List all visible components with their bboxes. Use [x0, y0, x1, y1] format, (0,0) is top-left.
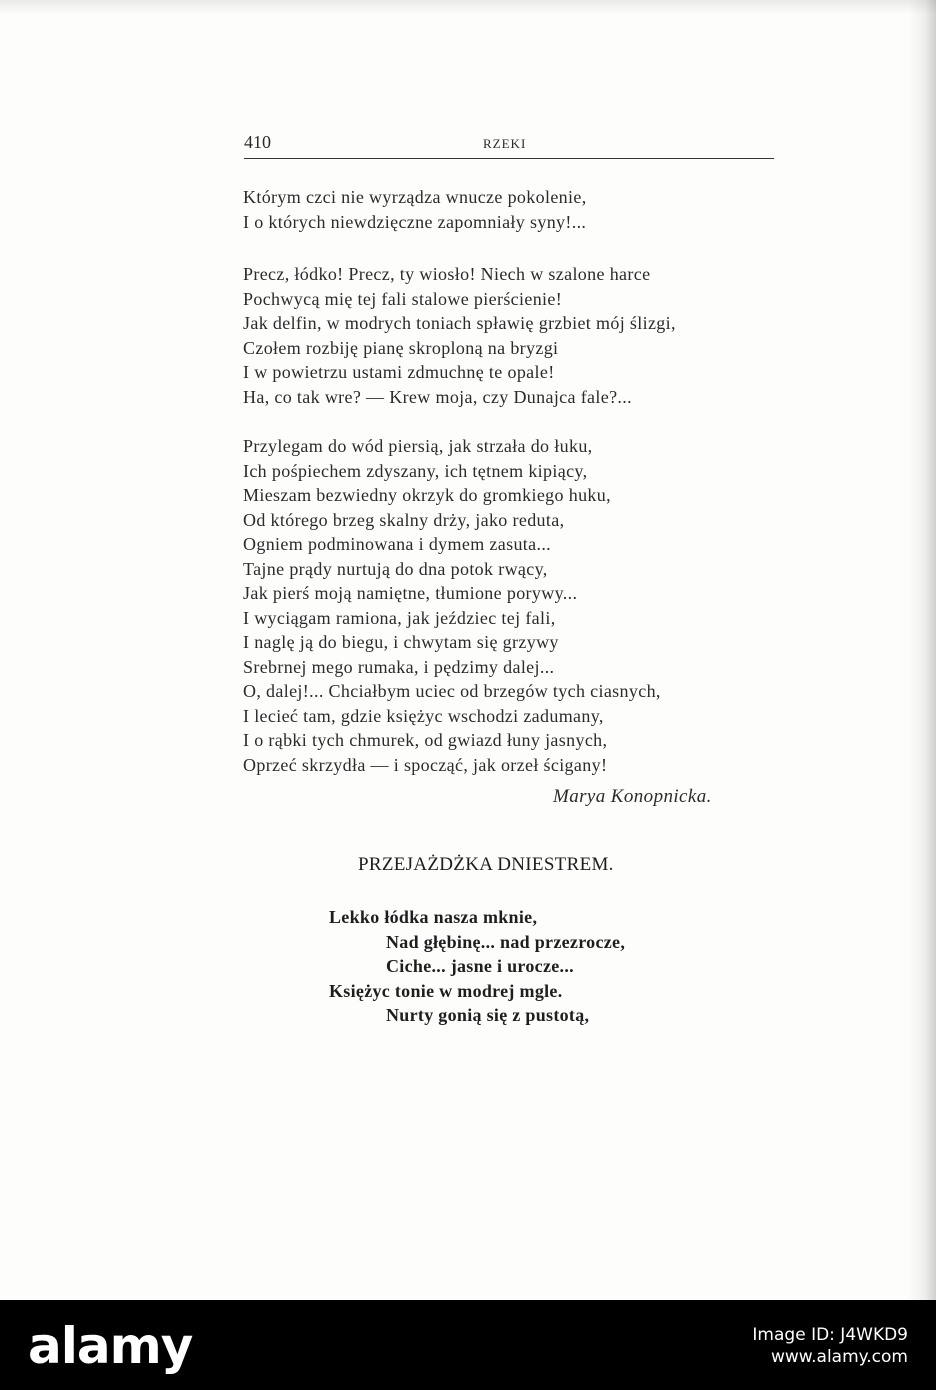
poem-line: Tajne prądy nurtują do dna potok rwący,: [243, 558, 548, 579]
poem-line: Precz, łódko! Precz, ty wiosło! Niech w szalone harce: [243, 264, 651, 284]
poem-line: O, dalej!... Chciałbym uciec od brzegów tych ciasnych,: [243, 681, 661, 701]
poem-line: Oprzeć skrzydła — i spocząć, jak orzeł ścigany!: [243, 754, 608, 775]
stanza-3: [243, 434, 783, 777]
poem-line: Mieszam bezwiedny okrzyk do gromkiego huku,: [243, 485, 611, 505]
author-signature: Marya Konopnicka.: [553, 786, 712, 807]
alamy-logo: alamy: [28, 1317, 193, 1375]
footer-info: [752, 1324, 908, 1368]
poem-line: Pochwycą mię tej fali stalowe pierścienie!: [243, 288, 563, 309]
poem-line: Ich pośpiechem zdyszany, ich tętnem kipiący,: [243, 460, 588, 481]
poem-line: Ogniem podminowana i dymem zasuta...: [243, 534, 552, 554]
section-title: PRZEJAŻDŻKA DNIESTREM.: [358, 854, 614, 875]
poem-line: Ciche... jasne i urocze...: [386, 956, 574, 976]
poem-line: Od którego brzeg skalny drży, jako reduta,: [243, 509, 565, 530]
poem-line: I wyciągam ramiona, jak jeździec tej fali,: [243, 607, 556, 628]
footer-url: www.alamy.com: [770, 1347, 908, 1367]
stanza-1: [243, 185, 783, 234]
poem-line: Czołem rozbiję pianę skroploną na bryzgi: [243, 337, 559, 358]
poem-line: Którym czci nie wyrządza wnucze pokolenie,: [243, 187, 587, 207]
poem-przejazdzka: [0, 905, 936, 1028]
poem-line: Jak delfin, w modrych toniach spławię grzbiet mój ślizgi,: [243, 313, 676, 333]
poem-line: I naglę ją do biegu, i chwytam się grzywy: [243, 632, 559, 652]
poem-line: Ha, co tak wre? — Krew moja, czy Dunajca fale?...: [243, 386, 632, 407]
image-id: Image ID: J4WKD9: [752, 1325, 908, 1345]
poem-line: Nad głębinę... nad przezrocze,: [386, 931, 626, 952]
stock-footer-bar: [0, 1300, 936, 1390]
page-edge-shadow: [908, 0, 936, 1300]
poem-line: Księżyc tonie w modrej mgle.: [329, 980, 563, 1001]
running-head: RZEKI: [483, 136, 527, 151]
poem-line: I w powietrzu ustami zdmuchnę te opale!: [243, 362, 555, 382]
poem-line: I o rąbki tych chmurek, od gwiazd łuny jasnych,: [243, 730, 608, 750]
poem-line: Nurty gonią się z pustotą,: [386, 1005, 590, 1025]
poem-line: I o których niewdzięczne zapomniały syny!...: [243, 211, 587, 232]
page-top-shadow: [0, 0, 936, 14]
stanza-2: [243, 262, 783, 409]
poem-line: Lekko łódka nasza mknie,: [329, 907, 538, 927]
poem-line: Jak pierś moją namiętne, tłumione porywy...: [243, 583, 578, 603]
poem-line: I lecieć tam, gdzie księżyc wschodzi zadumany,: [243, 705, 604, 726]
page-number: 410: [244, 132, 271, 152]
poem-line: Przylegam do wód piersią, jak strzała do łuku,: [243, 436, 593, 456]
poem-line: Srebrnej mego rumaka, i pędzimy dalej...: [243, 656, 555, 677]
header-rule: [244, 158, 774, 159]
